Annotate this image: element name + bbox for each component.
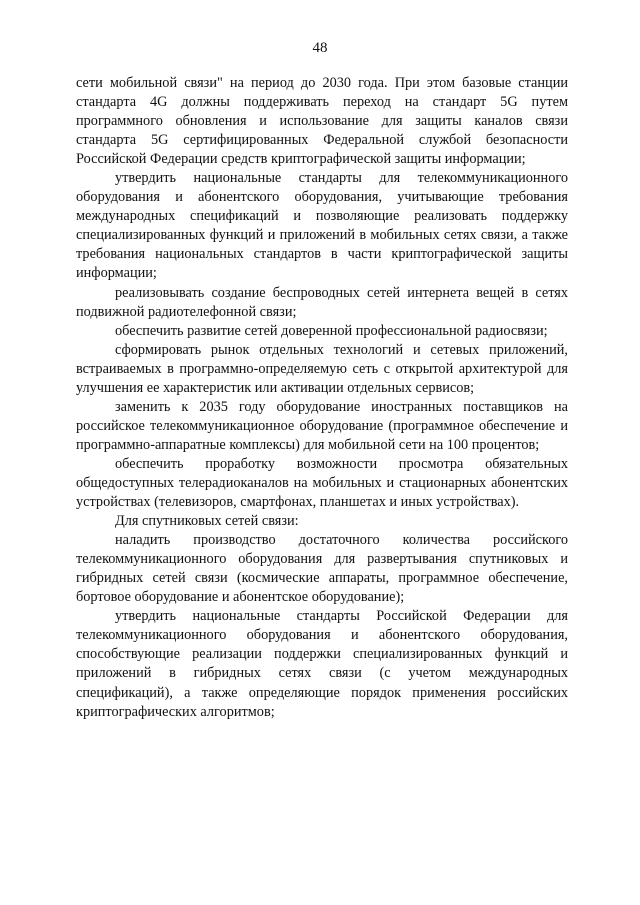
paragraph-10: утвердить национальные стандарты Российской Федерации для телекоммуникационного оборудования и абонентского оборудования, способствующие реализации поддержки специализированных функций и приложений в гибридных сетях связи (с учетом международных спецификаций), а также определяющие порядок применения российских криптографических алгоритмов; (76, 608, 568, 720)
section-heading-satellite: Для спутниковых сетей связи: (115, 513, 299, 530)
paragraph-9: наладить производство достаточного количества российского телекоммуникационного оборудования для развертывания спутниковых и гибридных сетей связи (космические аппараты, программное обеспечение, бортовое оборудование и абонентское оборудование); (76, 532, 568, 606)
paragraph-3: реализовывать создание беспроводных сетей интернета вещей в сетях подвижной радиотелефонной связи; (76, 284, 568, 320)
paragraph-2: утвердить национальные стандарты для телекоммуникационного оборудования и абонентского оборудования, учитывающие требования международных спецификаций и позволяющие реализовать поддержку специализированных функций и приложений в мобильных сетях связи, а также требования национальных стандартов в части криптографической защиты информации; (76, 170, 568, 282)
paragraph-4: обеспечить развитие сетей доверенной профессиональной радиосвязи; (115, 322, 548, 339)
paragraph-6: заменить к 2035 году оборудование иностранных поставщиков на российское телекоммуникационное оборудование (программное обеспечение и программно-аппаратные комплексы) для мобильной сети на 100 процентов; (76, 398, 568, 453)
page-number: 48 (312, 40, 328, 56)
body-text (76, 74, 568, 722)
paragraph-1: сети мобильной связи" на период до 2030 года. При этом базовые станции стандарта 4G должны поддерживать переход на стандарт 5G путем программного обновления и использование для защиты каналов связи стандарта 5G сертифицированных Федеральной службой безопасности Российской Федерации средств криптографической защиты информации; (76, 75, 568, 168)
paragraph-5: сформировать рынок отдельных технологий и сетевых приложений, встраиваемых в программно-определяемую сеть с открытой архитектурой для улучшения ее характеристик или активации отдельных сервисов; (76, 341, 568, 396)
paragraph-7: обеспечить проработку возможности просмотра обязательных общедоступных телерадиоканалов на мобильных и стационарных абонентских устройствах (телевизоров, смартфонах, планшетах и иных устройствах). (76, 455, 568, 511)
